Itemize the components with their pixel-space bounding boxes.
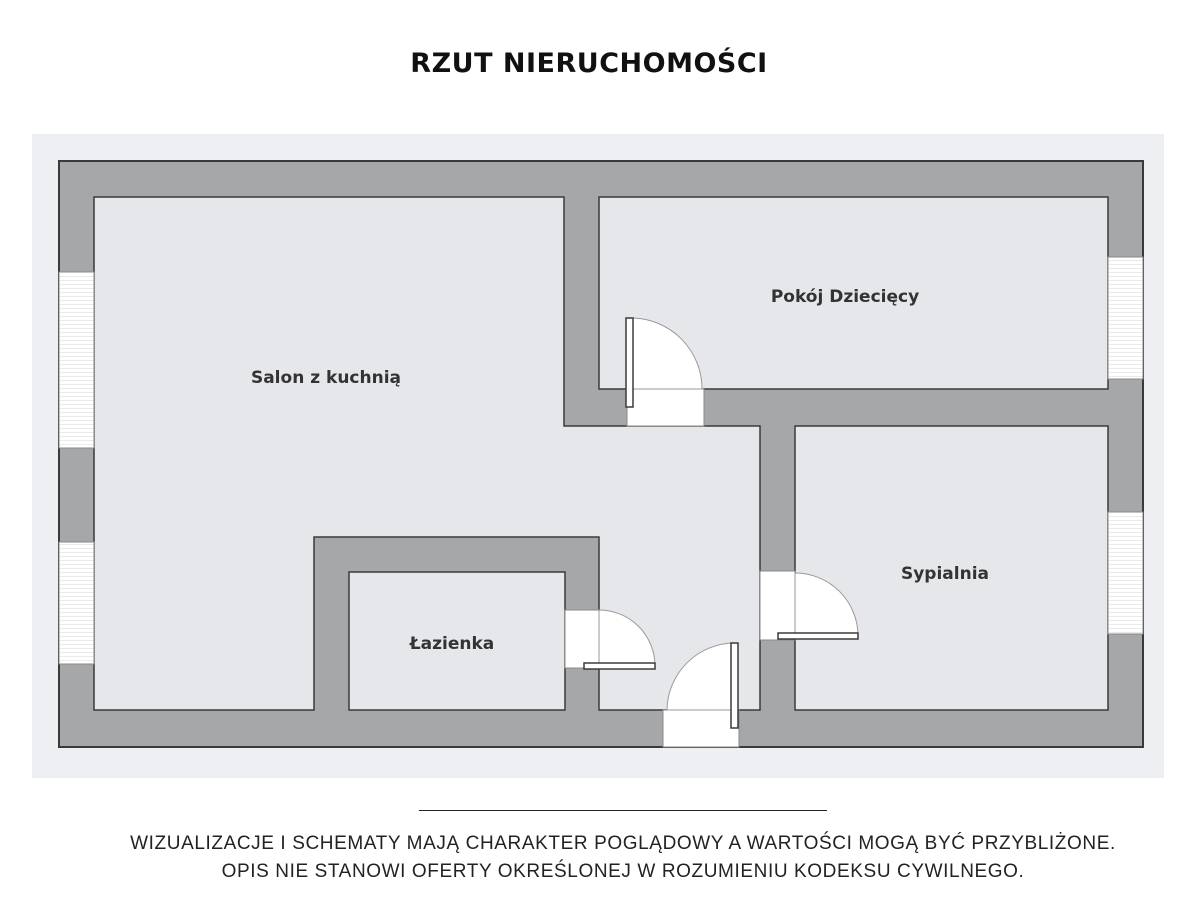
door-opening-pokoj [627, 389, 704, 426]
window-pokoj [1108, 257, 1143, 379]
disclaimer-line-2: OPIS NIE STANOWI OFERTY OKREŚLONEJ W ROZUMIENIU KODEKSU CYWILNEGO. [221, 861, 1025, 882]
door-opening-sypialnia [760, 571, 795, 640]
door-leaf-pokoj [626, 318, 633, 407]
door-leaf-entrance [731, 643, 738, 728]
window-salon-lower [59, 542, 94, 664]
window-salon-upper [59, 272, 94, 448]
disclaimer-line-1: WIZUALIZACJE I SCHEMATY MAJĄ CHARAKTER POGLĄDOWY A WARTOŚCI MOGĄ BYĆ PRZYBLIŻONE. [130, 833, 1116, 854]
room-label-lazienka: Łazienka [409, 634, 495, 654]
door-opening-lazienka [565, 610, 599, 668]
window-sypialnia [1108, 512, 1143, 634]
room-label-sypialnia: Sypialnia [900, 564, 990, 584]
door-leaf-sypialnia [778, 633, 858, 639]
door-opening-entrance [663, 710, 739, 747]
divider-line [419, 810, 827, 811]
room-label-pokoj: Pokój Dziecięcy [770, 287, 920, 307]
room-label-salon: Salon z kuchnią [250, 368, 402, 388]
door-leaf-lazienka [584, 663, 655, 669]
page-title: RZUT NIERUCHOMOŚCI [410, 48, 768, 79]
